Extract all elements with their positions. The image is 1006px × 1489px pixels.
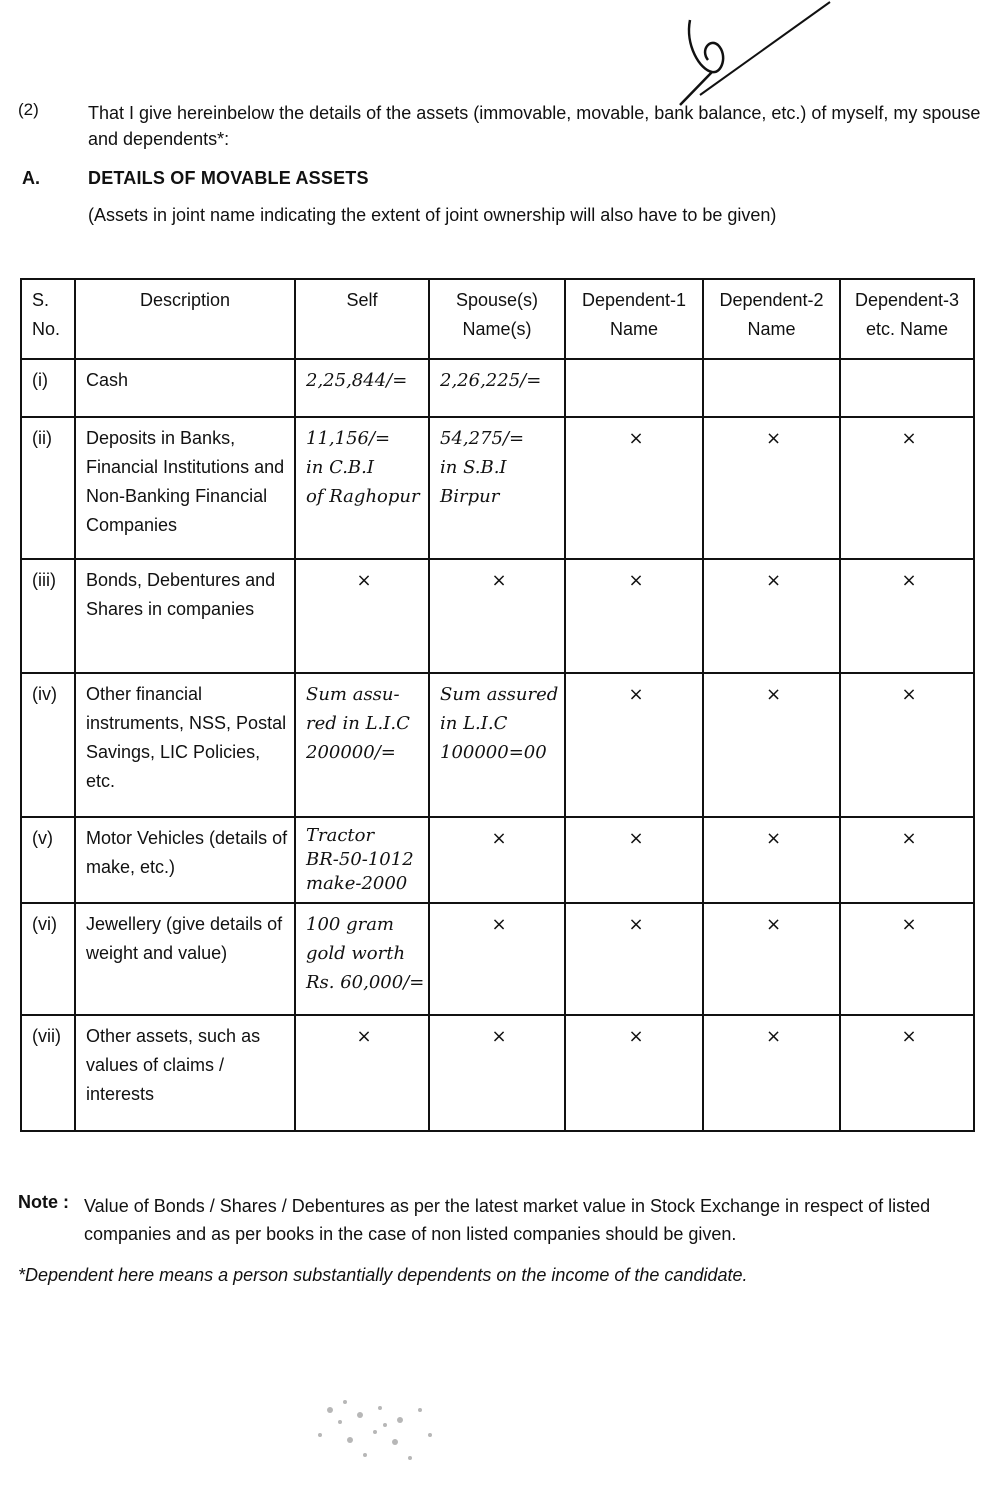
intro-text: That I give hereinbelow the details of the assets (immovable, movable, bank balance, etc.) of myself, my spouse and dependents*: bbox=[88, 103, 981, 149]
row-dependent-2 bbox=[703, 359, 840, 417]
row-self-value: Sum assu- red in L.I.C 200000/= bbox=[295, 673, 429, 817]
row-dependent-1: × bbox=[565, 417, 703, 559]
table-header-row bbox=[21, 279, 974, 359]
header-dependent-2: Dependent-2 Name bbox=[703, 279, 840, 359]
movable-assets-table bbox=[20, 278, 975, 1132]
section-title: DETAILS OF MOVABLE ASSETS bbox=[88, 168, 369, 188]
row-dependent-1: × bbox=[565, 903, 703, 1015]
row-self-value: 2,25,844/= bbox=[295, 359, 429, 417]
row-sno: (vii) bbox=[21, 1015, 75, 1131]
row-spouse-value: Sum assured in L.I.C 100000=00 bbox=[429, 673, 565, 817]
row-sno: (v) bbox=[21, 817, 75, 903]
table-row bbox=[21, 673, 974, 817]
row-dependent-3 bbox=[840, 359, 974, 417]
row-dependent-1: × bbox=[565, 673, 703, 817]
row-sno: (vi) bbox=[21, 903, 75, 1015]
row-description: Other financial instruments, NSS, Postal Savings, LIC Policies, etc. bbox=[75, 673, 295, 817]
row-spouse-value: × bbox=[429, 559, 565, 673]
note-label: Note : bbox=[18, 1192, 69, 1212]
row-description: Other assets, such as values of claims / interests bbox=[75, 1015, 295, 1131]
header-spouse: Spouse(s) Name(s) bbox=[429, 279, 565, 359]
row-dependent-2: × bbox=[703, 417, 840, 559]
row-dependent-1: × bbox=[565, 817, 703, 903]
row-dependent-3: × bbox=[840, 673, 974, 817]
row-self-value: 100 gram gold worth Rs. 60,000/= bbox=[295, 903, 429, 1015]
table-row bbox=[21, 903, 974, 1015]
header-dependent-1: Dependent-1 Name bbox=[565, 279, 703, 359]
row-dependent-1: × bbox=[565, 1015, 703, 1131]
row-sno: (iv) bbox=[21, 673, 75, 817]
row-dependent-2: × bbox=[703, 673, 840, 817]
section-letter: A. bbox=[22, 168, 40, 188]
faded-stamp-mark bbox=[290, 1380, 460, 1470]
row-dependent-2: × bbox=[703, 817, 840, 903]
table-row bbox=[21, 1015, 974, 1131]
row-description: Bonds, Debentures and Shares in companies bbox=[75, 559, 295, 673]
table-row bbox=[21, 559, 974, 673]
row-spouse-value: × bbox=[429, 817, 565, 903]
header-self: Self bbox=[295, 279, 429, 359]
row-dependent-3: × bbox=[840, 903, 974, 1015]
row-spouse-value: 54,275/= in S.B.I Birpur bbox=[429, 417, 565, 559]
item-number: (2) bbox=[18, 100, 39, 119]
table-row bbox=[21, 359, 974, 417]
row-sno: (i) bbox=[21, 359, 75, 417]
row-dependent-3: × bbox=[840, 1015, 974, 1131]
row-self-value: × bbox=[295, 559, 429, 673]
row-self-value: Tractor BR-50-1012 make-2000 bbox=[295, 817, 429, 903]
row-dependent-2: × bbox=[703, 1015, 840, 1131]
row-description: Jewellery (give details of weight and value) bbox=[75, 903, 295, 1015]
header-description: Description bbox=[75, 279, 295, 359]
section-subtitle: (Assets in joint name indicating the extent of joint ownership will also have to be given) bbox=[88, 205, 777, 225]
row-description: Cash bbox=[75, 359, 295, 417]
dependent-footnote: *Dependent here means a person substantially dependents on the income of the candidate. bbox=[18, 1265, 748, 1285]
row-spouse-value: 2,26,225/= bbox=[429, 359, 565, 417]
row-sno: (ii) bbox=[21, 417, 75, 559]
row-description: Deposits in Banks, Financial Institutions and Non-Banking Financial Companies bbox=[75, 417, 295, 559]
note-text: Value of Bonds / Shares / Debentures as per the latest market value in Stock Exchange in respect of listed companies and as per books in the case of non listed companies should be given. bbox=[84, 1196, 931, 1244]
table-row bbox=[21, 417, 974, 559]
header-sno: S. No. bbox=[21, 279, 75, 359]
row-dependent-3: × bbox=[840, 559, 974, 673]
row-description: Motor Vehicles (details of make, etc.) bbox=[75, 817, 295, 903]
row-dependent-3: × bbox=[840, 417, 974, 559]
row-sno: (iii) bbox=[21, 559, 75, 673]
row-dependent-3: × bbox=[840, 817, 974, 903]
row-dependent-1: × bbox=[565, 559, 703, 673]
row-spouse-value: × bbox=[429, 903, 565, 1015]
signature-initials bbox=[660, 0, 840, 110]
row-dependent-1 bbox=[565, 359, 703, 417]
row-self-value: × bbox=[295, 1015, 429, 1131]
row-dependent-2: × bbox=[703, 903, 840, 1015]
table-row bbox=[21, 817, 974, 903]
row-dependent-2: × bbox=[703, 559, 840, 673]
header-dependent-3: Dependent-3 etc. Name bbox=[840, 279, 974, 359]
row-spouse-value: × bbox=[429, 1015, 565, 1131]
row-self-value: 11,156/= in C.B.I of Raghopur bbox=[295, 417, 429, 559]
